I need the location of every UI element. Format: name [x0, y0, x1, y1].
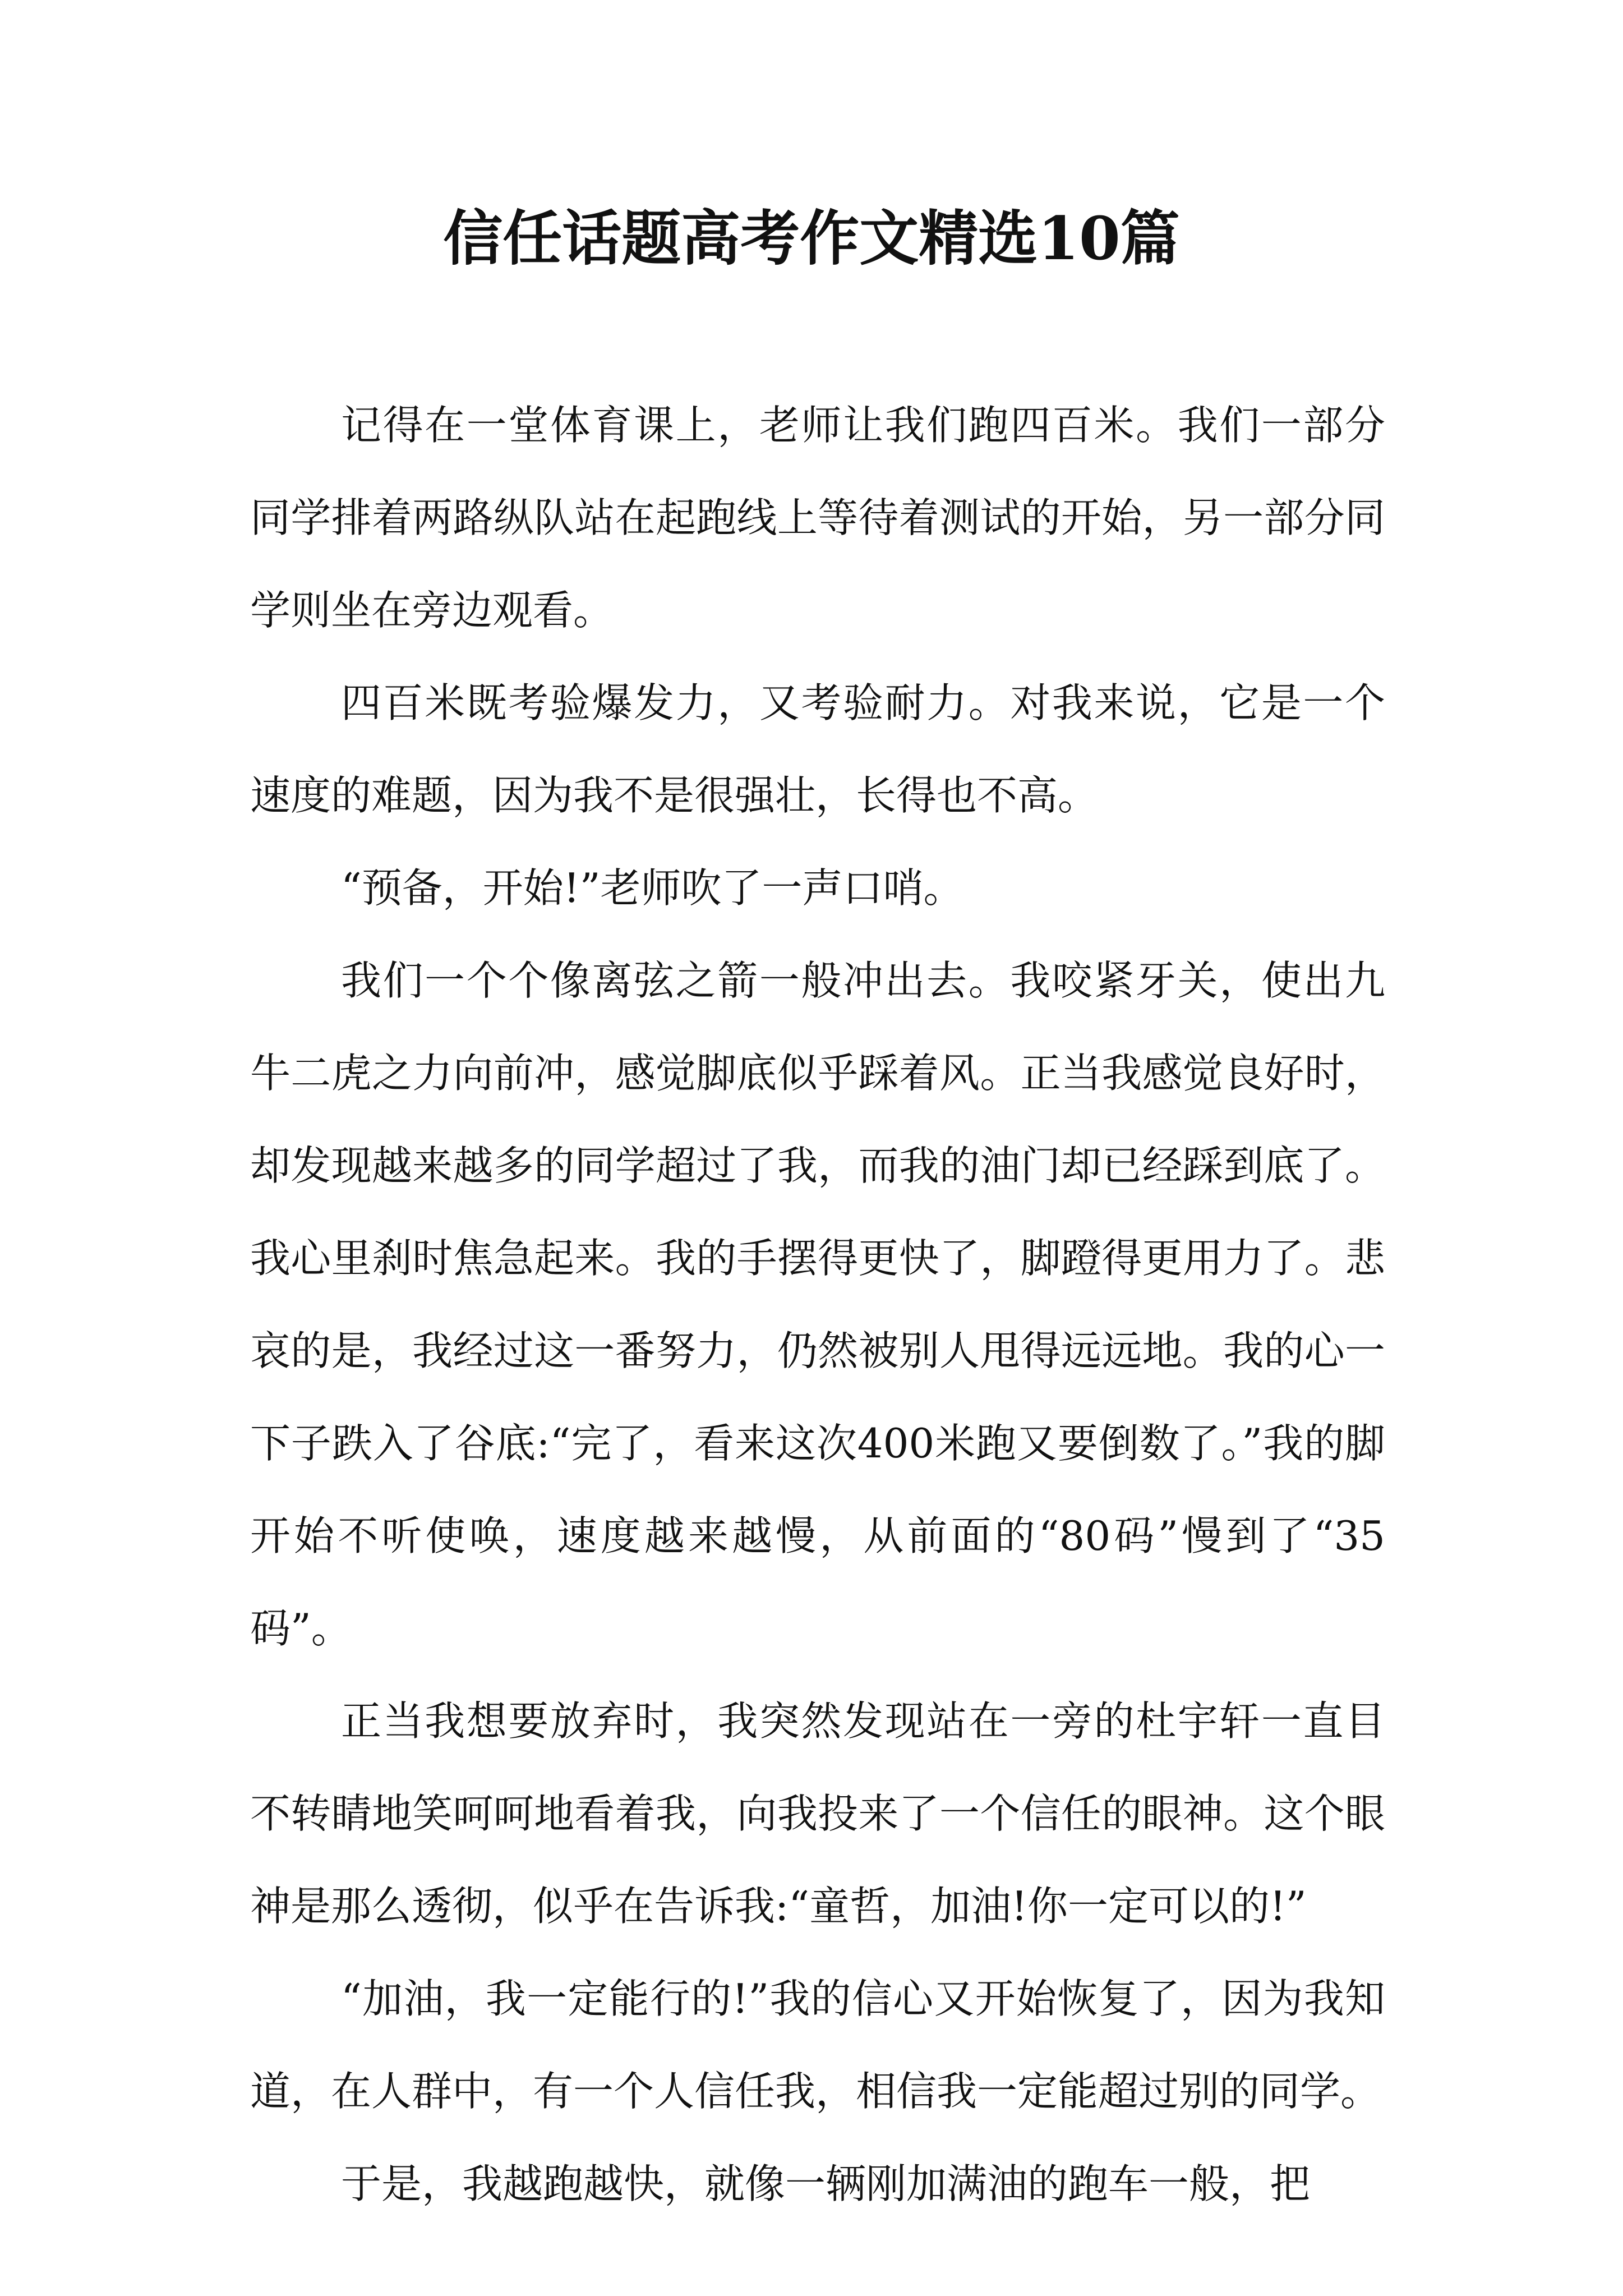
- document-title: 信任话题高考作文精选10篇: [443, 203, 1180, 273]
- paragraph: 于是，我越跑越快，就像一辆刚加满油的跑车一般，把: [341, 2160, 1311, 2207]
- paragraph: 我们一个个像离弦之箭一般冲出去。我咬紧牙关，使出九牛二虎之力向前冲，感觉脚底似乎踩着风。正当我感觉良好时，却发现越来越多的同学超过了我，而我的油门却已经踩到底了。我心里刹时焦急起来。我的手摆得更快了，脚蹬得更用力了。悲哀的是，我经过这一番努力，仍然被别人甩得远远地。我的心一下子跌入了谷底:“完了，看来这次400米跑又要倒数了。”我的脚开始不听使唤，速度越来越慢，从前面的“80码”慢到了“35码”。: [250, 957, 1385, 1652]
- document-body: [250, 379, 1385, 2230]
- paragraph: 正当我想要放弃时，我突然发现站在一旁的杜宇轩一直目不转睛地笑呵呵地看着我，向我投来了一个信任的眼神。这个眼神是那么透彻，似乎在告诉我:“童哲，加油!你一定可以的!”: [250, 1697, 1385, 1930]
- paragraph: 四百米既考验爆发力，又考验耐力。对我来说，它是一个速度的难题，因为我不是很强壮，长得也不高。: [250, 679, 1385, 819]
- paragraph: 记得在一堂体育课上，老师让我们跑四百米。我们一部分同学排着两路纵队站在起跑线上等待着测试的开始，另一部分同学则坐在旁边观看。: [250, 402, 1385, 634]
- paragraph: “加油，我一定能行的!”我的信心又开始恢复了，因为我知道，在人群中，有一个人信任我，相信我一定能超过别的同学。: [250, 1975, 1385, 2115]
- paragraph: “预备，开始!”老师吹了一声口哨。: [341, 864, 964, 912]
